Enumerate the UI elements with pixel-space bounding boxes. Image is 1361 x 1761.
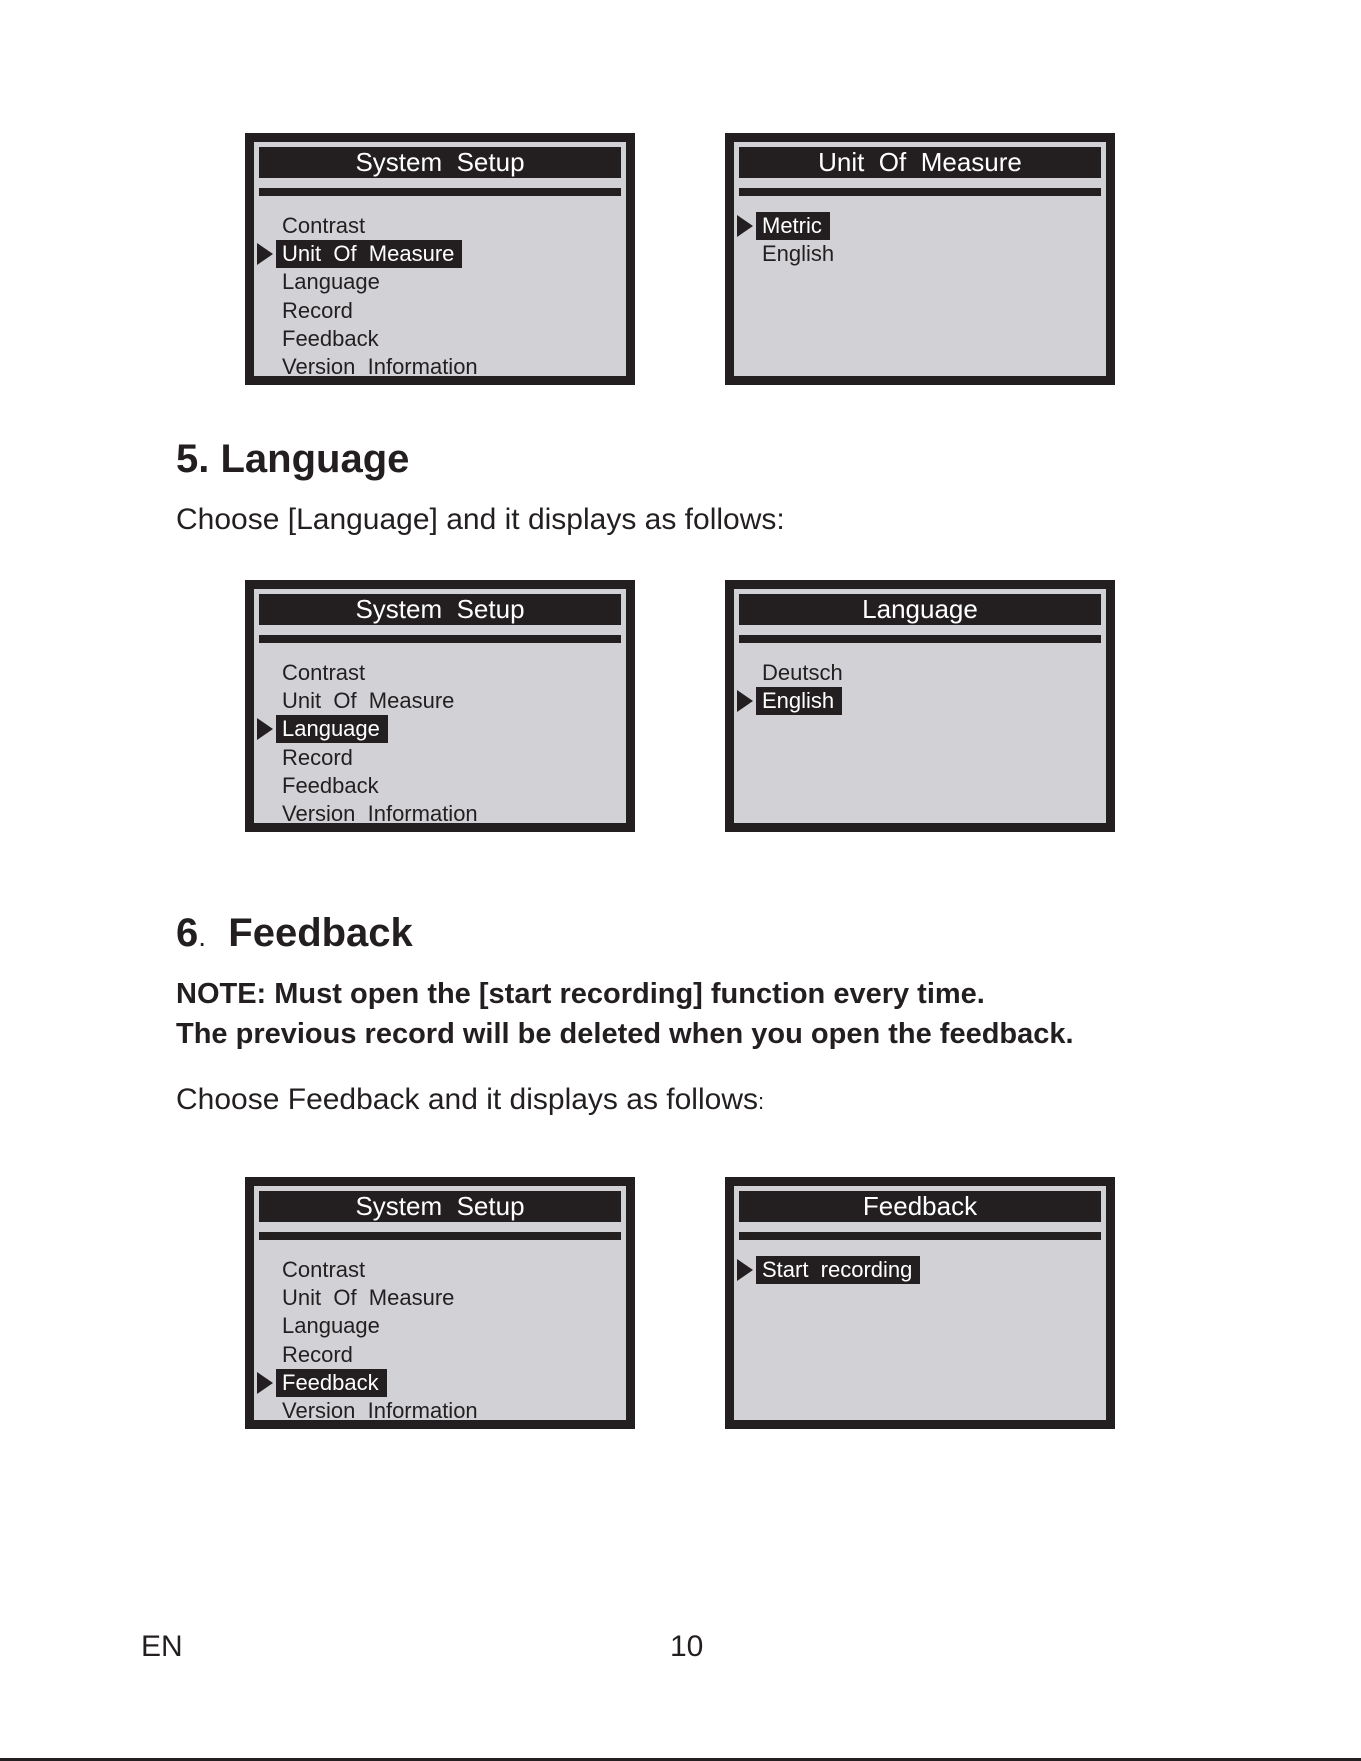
menu-item-label: Feedback <box>282 772 379 798</box>
title-underline <box>259 188 621 196</box>
cursor-arrow-icon <box>257 718 273 740</box>
screen-title: Unit Of Measure <box>739 147 1101 178</box>
menu-item[interactable] <box>734 1256 1106 1284</box>
menu-item[interactable] <box>254 687 626 715</box>
cursor-arrow-icon <box>257 1372 273 1394</box>
lcd-screen-system-setup-unit <box>245 133 635 385</box>
title-underline <box>259 1232 621 1240</box>
menu-list <box>254 212 626 381</box>
screen-title: System Setup <box>259 147 621 178</box>
menu-item[interactable] <box>254 1312 626 1340</box>
cursor-arrow-icon <box>257 243 273 265</box>
menu-item-label: Deutsch <box>762 660 843 685</box>
screen-title: System Setup <box>259 594 621 625</box>
menu-item[interactable] <box>254 1369 626 1397</box>
menu-item-label: Feedback <box>282 325 379 351</box>
menu-item[interactable] <box>254 297 626 325</box>
menu-item-label: Unit Of Measure <box>282 688 455 714</box>
menu-item[interactable] <box>734 212 1106 240</box>
note-line-2: The previous record will be deleted when you open the feedback. <box>176 1018 1074 1050</box>
footer-language: EN <box>141 1630 183 1663</box>
menu-item-label: Language <box>282 1313 380 1339</box>
section-separator: . <box>198 921 207 952</box>
menu-item[interactable] <box>254 353 626 381</box>
menu-item[interactable] <box>254 240 626 268</box>
page-number: 10 <box>670 1630 704 1663</box>
title-underline <box>739 188 1101 196</box>
section-intro-feedback <box>176 1083 764 1117</box>
section-heading-language <box>176 437 409 482</box>
menu-item-label: English <box>756 687 842 715</box>
menu-item-label: Record <box>282 1341 353 1367</box>
menu-item-label: Version Information <box>282 800 478 826</box>
lcd-screen-system-setup-feedback <box>245 1177 635 1429</box>
menu-list <box>734 659 1106 715</box>
note-line-1: NOTE: Must open the [start recording] function every time. <box>176 978 985 1010</box>
menu-item-label: Start recording <box>756 1256 920 1284</box>
menu-item[interactable] <box>254 772 626 800</box>
menu-item-label: Version Information <box>282 1397 478 1423</box>
screen-title: System Setup <box>259 1191 621 1222</box>
menu-item[interactable] <box>254 1397 626 1425</box>
menu-item-label: Metric <box>756 212 830 240</box>
menu-list <box>254 659 626 828</box>
menu-item[interactable] <box>254 800 626 828</box>
cursor-arrow-icon <box>737 1259 753 1281</box>
section-heading-feedback <box>176 911 413 956</box>
menu-item-label: Language <box>282 269 380 295</box>
menu-item[interactable] <box>254 715 626 743</box>
title-underline <box>739 635 1101 643</box>
menu-item[interactable] <box>254 325 626 353</box>
menu-item[interactable] <box>254 1256 626 1284</box>
section-number: 5. <box>176 437 210 481</box>
title-underline <box>259 635 621 643</box>
menu-item[interactable] <box>254 1341 626 1369</box>
menu-item[interactable] <box>254 268 626 296</box>
menu-list <box>734 212 1106 268</box>
menu-item-label: Record <box>282 744 353 770</box>
menu-item[interactable] <box>734 240 1106 268</box>
menu-item-label: Record <box>282 297 353 323</box>
menu-item-label: Contrast <box>282 1257 366 1282</box>
screen-title: Language <box>739 594 1101 625</box>
lcd-screen-system-setup-language <box>245 580 635 832</box>
section-intro-language: Choose [Language] and it displays as follows: <box>176 503 785 536</box>
section-title: Feedback <box>228 911 413 955</box>
menu-list <box>734 1256 1106 1284</box>
cursor-arrow-icon <box>737 690 753 712</box>
menu-item[interactable] <box>254 744 626 772</box>
menu-item-label: Feedback <box>276 1369 387 1397</box>
lcd-screen-unit-of-measure <box>725 133 1115 385</box>
menu-item-label: Version Information <box>282 353 478 379</box>
lcd-screen-language <box>725 580 1115 832</box>
screen-title: Feedback <box>739 1191 1101 1222</box>
menu-item[interactable] <box>254 212 626 240</box>
intro-text: Choose Feedback and it displays as follows <box>176 1083 758 1116</box>
section-number: 6 <box>176 911 199 955</box>
menu-item-label: Contrast <box>282 660 366 685</box>
menu-item-label: Unit Of Measure <box>282 1285 455 1311</box>
menu-item-label: Unit Of Measure <box>276 240 462 268</box>
intro-colon: : <box>757 1089 765 1114</box>
section-title: Language <box>220 437 410 481</box>
menu-item-label: English <box>762 241 835 267</box>
menu-item[interactable] <box>254 1284 626 1312</box>
menu-item[interactable] <box>734 687 1106 715</box>
menu-list <box>254 1256 626 1425</box>
menu-item[interactable] <box>254 659 626 687</box>
lcd-screen-feedback <box>725 1177 1115 1429</box>
title-underline <box>739 1232 1101 1240</box>
menu-item-label: Contrast <box>282 213 366 238</box>
menu-item-label: Language <box>276 715 388 743</box>
cursor-arrow-icon <box>737 215 753 237</box>
menu-item[interactable] <box>734 659 1106 687</box>
